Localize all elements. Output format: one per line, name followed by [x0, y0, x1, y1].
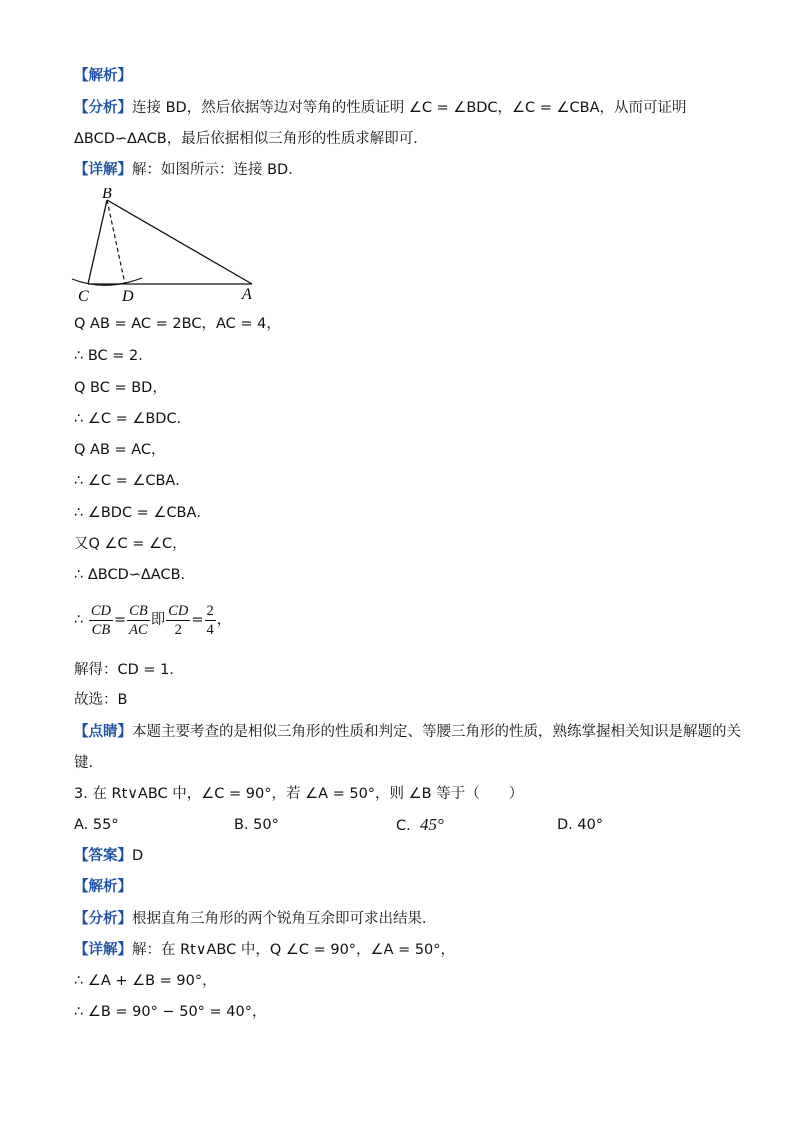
xiangjie-text: 解：如图所示：连接 BD． [132, 162, 303, 178]
label-a: A [242, 286, 252, 303]
fenxi2-tag: 【分析】 [74, 911, 132, 927]
fraction-4-num: 2 [206, 602, 214, 619]
option-b-text: B. 50° [234, 817, 279, 833]
fenxi-line-2 [74, 129, 428, 149]
ji-word: 即 [150, 612, 166, 628]
step-6 [74, 471, 190, 491]
step-7-text: ∴ ∠BDC = ∠CBA． [74, 505, 211, 521]
xiangjie2-line [74, 940, 455, 960]
option-b [234, 815, 279, 835]
fraction-1-den: CB [91, 621, 111, 638]
fraction-3-den: 2 [174, 621, 182, 638]
choice-line [74, 690, 127, 710]
step-9-text: ∴ ΔBCD∽ΔACB． [74, 567, 196, 583]
option-a [74, 815, 119, 835]
segment-bd [107, 200, 125, 284]
step-4 [74, 409, 191, 429]
fraction-suffix: ， [216, 612, 232, 628]
step-5 [74, 440, 166, 460]
step-1-text: Q AB = AC = 2BC，AC = 4， [74, 316, 281, 332]
fenxi-text-1: 连接 BD，然后依据等边对等角的性质证明 ∠C = ∠BDC，∠C = ∠CBA，从而可证明 [132, 100, 687, 116]
label-c: C [78, 288, 89, 305]
step-3 [74, 378, 167, 398]
choice-text: 故选：B [74, 692, 128, 708]
analysis2-heading [74, 877, 132, 897]
fenxi-line-1 [74, 98, 687, 118]
fraction-prefix: ∴ [74, 612, 84, 628]
dianjing-text-2: 键． [74, 755, 103, 771]
fraction-4-den: 4 [206, 621, 214, 638]
option-d [557, 815, 603, 835]
xiangjie2-tag: 【详解】 [74, 942, 132, 958]
step-2 [74, 346, 153, 366]
fenxi-text-2: ΔBCD∽ΔACB，最后依据相似三角形的性质求解即可． [74, 131, 428, 147]
question-3 [74, 784, 523, 804]
side-ba [107, 200, 252, 284]
step-8-text: 又Q ∠C = ∠C， [74, 536, 187, 552]
question-3-text: 3. 在 Rt∨ABC 中，∠C = 90°，若 ∠A = 50°，则 ∠B 等于（ ） [74, 786, 524, 802]
triangle-figure [70, 188, 270, 308]
fraction-2-num: CB [129, 602, 148, 619]
solve-text: 解得：CD = 1． [74, 662, 184, 678]
fraction-2-4 [205, 602, 216, 639]
option-c-value: 45° [419, 815, 444, 834]
fraction-line [74, 600, 231, 640]
xiangjie-line [74, 160, 303, 180]
side-bc [88, 200, 107, 284]
step-8 [74, 534, 187, 554]
option-d-text: D. 40° [557, 817, 604, 833]
answer-tag: 【答案】 [74, 848, 132, 864]
step-3-text: Q BC = BD， [74, 380, 167, 396]
dianjing-line-1 [74, 722, 741, 742]
label-b: B [102, 188, 112, 202]
fenxi-tag: 【分析】 [74, 100, 132, 116]
option-c [396, 815, 444, 836]
fraction-cb-ac [127, 602, 150, 639]
step-2-text: ∴ BC = 2． [74, 348, 153, 364]
final-step-1-text: ∴ ∠A + ∠B = 90°， [74, 973, 217, 989]
dianjing-line-2 [74, 753, 103, 773]
analysis-heading [74, 66, 132, 86]
fraction-1-num: CD [90, 602, 111, 619]
solve-line [74, 660, 184, 680]
step-1 [74, 314, 281, 334]
fraction-cd-cb [89, 602, 113, 639]
step-6-text: ∴ ∠C = ∠CBA． [74, 473, 190, 489]
step-9 [74, 565, 195, 585]
analysis2-tag: 【解析】 [74, 879, 132, 895]
dianjing-tag: 【点睛】 [74, 724, 132, 740]
fraction-3-num: CD [168, 602, 189, 619]
fenxi2-text: 根据直角三角形的两个锐角互余即可求出结果． [132, 911, 437, 927]
step-4-text: ∴ ∠C = ∠BDC． [74, 411, 192, 427]
final-step-2-text: ∴ ∠B = 90° − 50° = 40°， [74, 1004, 267, 1020]
answer-line [74, 846, 143, 866]
option-a-text: A. 55° [74, 817, 119, 833]
fenxi2-line [74, 909, 437, 929]
analysis-tag: 【解析】 [74, 68, 132, 84]
step-5-text: Q AB = AC， [74, 442, 166, 458]
option-c-prefix: C. [396, 818, 411, 834]
final-step-2 [74, 1002, 267, 1022]
xiangjie2-text: 解：在 Rt∨ABC 中，Q ∠C = 90°，∠A = 50°， [132, 942, 456, 958]
answer-value: D [132, 848, 144, 864]
fraction-cd-2 [166, 602, 190, 639]
equals-1: = [114, 612, 127, 628]
dianjing-text-1: 本题主要考查的是相似三角形的性质和判定、等腰三角形的性质，熟练掌握相关知识是解题的关 [132, 724, 741, 740]
xiangjie-tag: 【详解】 [74, 162, 132, 178]
final-step-1 [74, 971, 217, 991]
equals-2: = [191, 612, 204, 628]
label-d: D [122, 288, 134, 305]
fraction-2-den: AC [129, 621, 148, 638]
step-7 [74, 503, 211, 523]
